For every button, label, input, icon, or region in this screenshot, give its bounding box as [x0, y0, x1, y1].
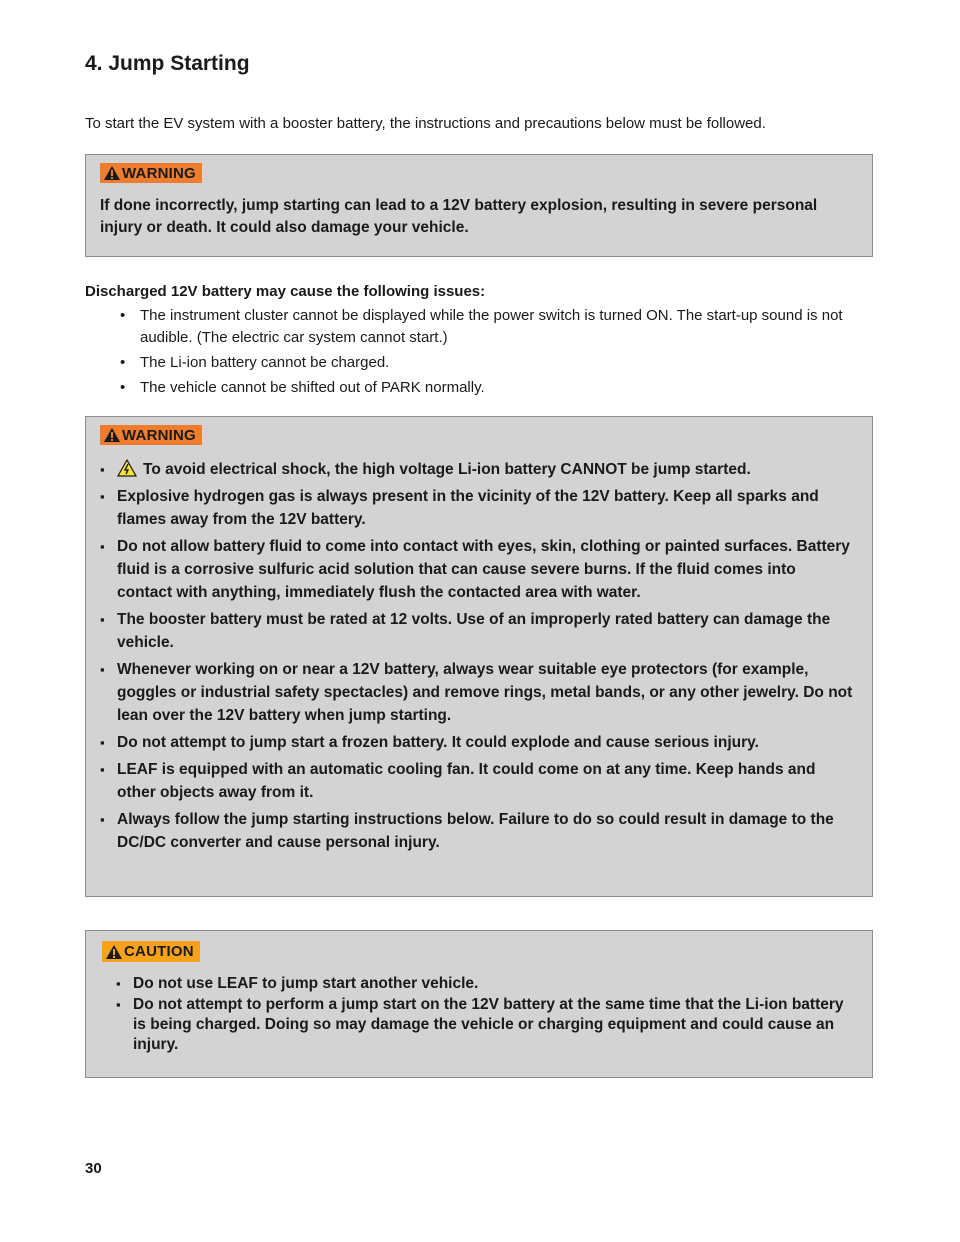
warning-list [100, 458, 855, 858]
list-item: ▪ The booster battery must be rated at 12 volts. Use of an improperly rated battery can damage the vehicle. [100, 608, 855, 654]
warning-box-precautions [85, 416, 873, 897]
list-item: ▪ Do not attempt to jump start a frozen battery. It could explode and cause serious injury. [100, 731, 855, 754]
list-item: ▪ Explosive hydrogen gas is always present in the vicinity of the 12V battery. Keep all sparks and flames away from the 12V battery. [100, 485, 855, 531]
list-item: ▪ Whenever working on or near a 12V battery, always wear suitable eye protectors (for example, goggles or industrial safety spectacles) and remove rings, metal bands, or any other jewelry. Do not lean over the 12V battery when jump starting. [100, 658, 855, 727]
warning-label: WARNING [122, 426, 196, 444]
caution-badge [102, 941, 200, 962]
warning-badge [100, 163, 202, 183]
list-item: ▪ Do not use LEAF to jump start another vehicle. [116, 974, 851, 994]
page-number: 30 [85, 1160, 102, 1177]
caution-list [116, 974, 851, 1056]
warning-triangle-icon [103, 427, 121, 443]
issues-list [118, 305, 848, 402]
issues-heading: Discharged 12V battery may cause the following issues: [85, 283, 486, 300]
caution-label: CAUTION [124, 943, 194, 960]
intro-text: To start the EV system with a booster battery, the instructions and precautions below must be followed. [85, 115, 766, 132]
list-item: ▪ Always follow the jump starting instructions below. Failure to do so could result in damage to the DC/DC converter and cause personal injury. [100, 808, 855, 854]
high-voltage-icon [117, 459, 137, 477]
list-item: • The vehicle cannot be shifted out of PARK normally. [118, 377, 848, 399]
caution-box [85, 930, 873, 1078]
list-item: ▪ LEAF is equipped with an automatic cooling fan. It could come on at any time. Keep hands and other objects away from it. [100, 758, 855, 804]
warning-triangle-icon [103, 165, 121, 181]
section-title: 4. Jump Starting [85, 52, 250, 75]
list-item [100, 458, 855, 481]
list-item: ▪ Do not allow battery fluid to come into contact with eyes, skin, clothing or painted surfaces. Battery fluid is a corrosive sulfuric acid solution that can cause severe burns. If the fluid comes into contact with anything, immediately flush the contacted area with water. [100, 535, 855, 604]
warning-triangle-icon [105, 944, 123, 960]
list-item: • The instrument cluster cannot be displayed while the power switch is turned ON. The start-up sound is not audible. (The electric car system cannot start.) [118, 305, 848, 349]
list-item-text: To avoid electrical shock, the high voltage Li-ion battery CANNOT be jump started. [143, 461, 751, 478]
warning-box-explosion [85, 154, 873, 257]
list-item: • The Li-ion battery cannot be charged. [118, 352, 848, 374]
warning-text: If done incorrectly, jump starting can lead to a 12V battery explosion, resulting in severe personal injury or death. It could also damage your vehicle. [100, 197, 818, 236]
warning-label: WARNING [122, 164, 196, 182]
warning-badge [100, 425, 202, 445]
list-item: ▪ Do not attempt to perform a jump start on the 12V battery at the same time that the Li-ion battery is being charged. Doing so may damage the vehicle or charging equipment and could cause an injury. [116, 995, 851, 1055]
